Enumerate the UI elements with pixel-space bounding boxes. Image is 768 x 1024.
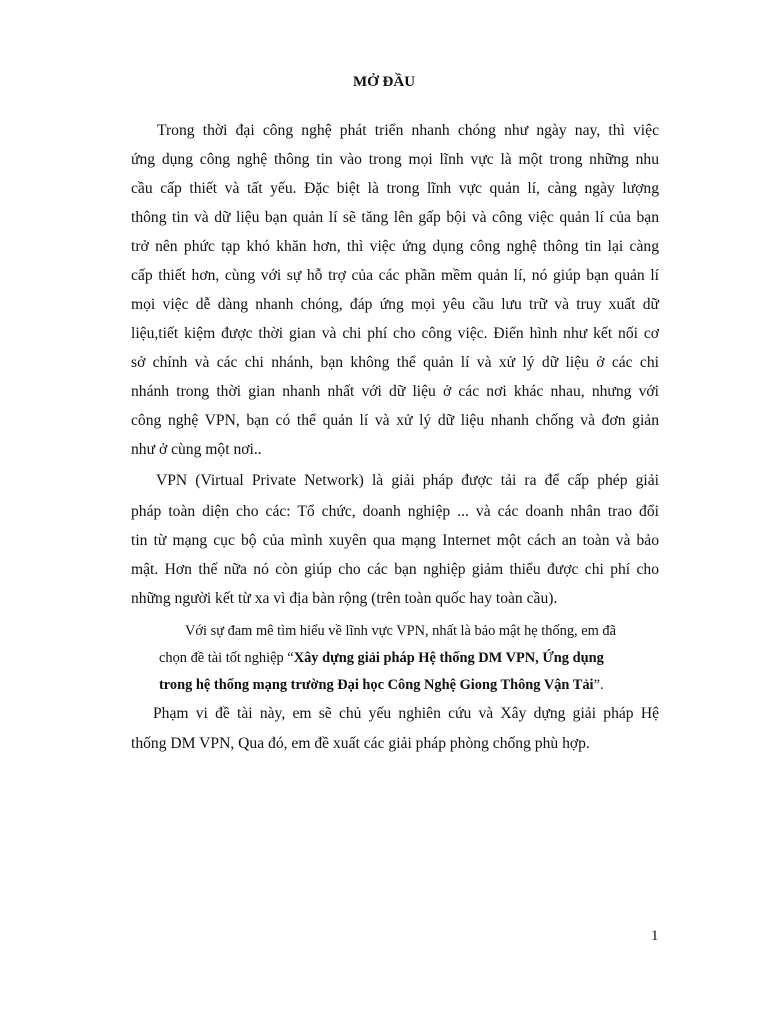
paragraph-1-line: công nghệ VPN, bạn có thể quản lí và xử lý dữ liệu nhanh chống và đơn giản (131, 412, 659, 429)
paragraph-1-line: ứng dụng công nghệ thông tin vào trong mọi lĩnh vực là một trong những nhu (131, 151, 659, 168)
paragraph-1-line: như ở cùng một nơi.. (131, 441, 262, 458)
paragraph-2-line: VPN (Virtual Private Network) là giải pháp được tải ra để cấp phép giải (156, 472, 659, 489)
document-title: MỞ ĐẦU (352, 74, 416, 90)
paragraph-1-line: cấp thiết hơn, cùng với sự hỗ trợ của các phần mềm quản lí, nó giúp bạn quản lí (131, 267, 659, 284)
paragraph-1-line: thông tin và dữ liệu bạn quản lí sẽ tăng lên gấp bội và công việc quản lí của bạn (131, 209, 659, 226)
paragraph-1-line: mọi việc dễ dàng nhanh chóng, đáp ứng mọi yêu cầu lưu trữ và truy xuất dữ (131, 296, 659, 313)
paragraph-4-line: Phạm vi đề tài này, em sẽ chủ yếu nghiên cứu và Xây dựng giải pháp Hệ (153, 705, 659, 722)
paragraph-3-text: ”. (593, 677, 604, 693)
paragraph-3-line (159, 648, 604, 668)
paragraph-3-line (159, 675, 604, 695)
paragraph-4-line: thống DM VPN, Qua đó, em đề xuất các giải pháp phòng chống phù hợp. (131, 735, 590, 752)
paragraph-1-line: Trong thời đại công nghệ phát triển nhanh chóng như ngày nay, thì việc (157, 122, 659, 139)
paragraph-1-line: nhánh trong thời gian nhanh nhất với dữ liệu ở các nơi khác nhau, nhưng với (131, 383, 659, 400)
paragraph-2-line: tin từ mạng cục bộ của mình xuyên qua mạng Internet một cách an toàn và bảo (131, 532, 659, 549)
thesis-title-part-2: trong hệ thống mạng trường Đại học Công Nghệ Giong Thông Vận Tải (159, 677, 594, 693)
page-number: 1 (651, 928, 659, 944)
paragraph-1-line: trở nên phức tạp khó khăn hơn, thì việc ứng dụng công nghệ thông tin lại càng (131, 238, 659, 255)
paragraph-3-line: Với sự đam mê tìm hiểu về lĩnh vực VPN, nhất là bảo mật hẹ thống, em đã (185, 623, 617, 639)
paragraph-2-line: pháp toàn diện cho các: Tổ chức, doanh nghiệp ... và các doanh nhân trao đổi (131, 503, 659, 520)
paragraph-1-line: cầu cấp thiết và tất yếu. Đặc biệt là trong lĩnh vực quản lí, càng ngày lượng (131, 180, 659, 197)
paragraph-2-line: những người kết từ xa vì địa bàn rộng (trên toàn quốc hay toàn cầu). (131, 590, 558, 607)
paragraph-3-text: chọn đề tài tốt nghiệp “ (159, 650, 294, 666)
thesis-title-part-1: Xây dựng giải pháp Hệ thống DM VPN, Ứng dụng (293, 650, 604, 666)
paragraph-2-line: mật. Hơn thế nữa nó còn giúp cho các bạn nghiệp giảm thiểu được chi phí cho (131, 561, 659, 578)
paragraph-1-line: liệu,tiết kiệm được thời gian và chi phí cho công việc. Điển hình như kết nối cơ (131, 325, 659, 342)
paragraph-1-line: sở chính và các chi nhánh, bạn không thể quản lí và xử lý dữ liệu ở các chi (131, 354, 659, 371)
